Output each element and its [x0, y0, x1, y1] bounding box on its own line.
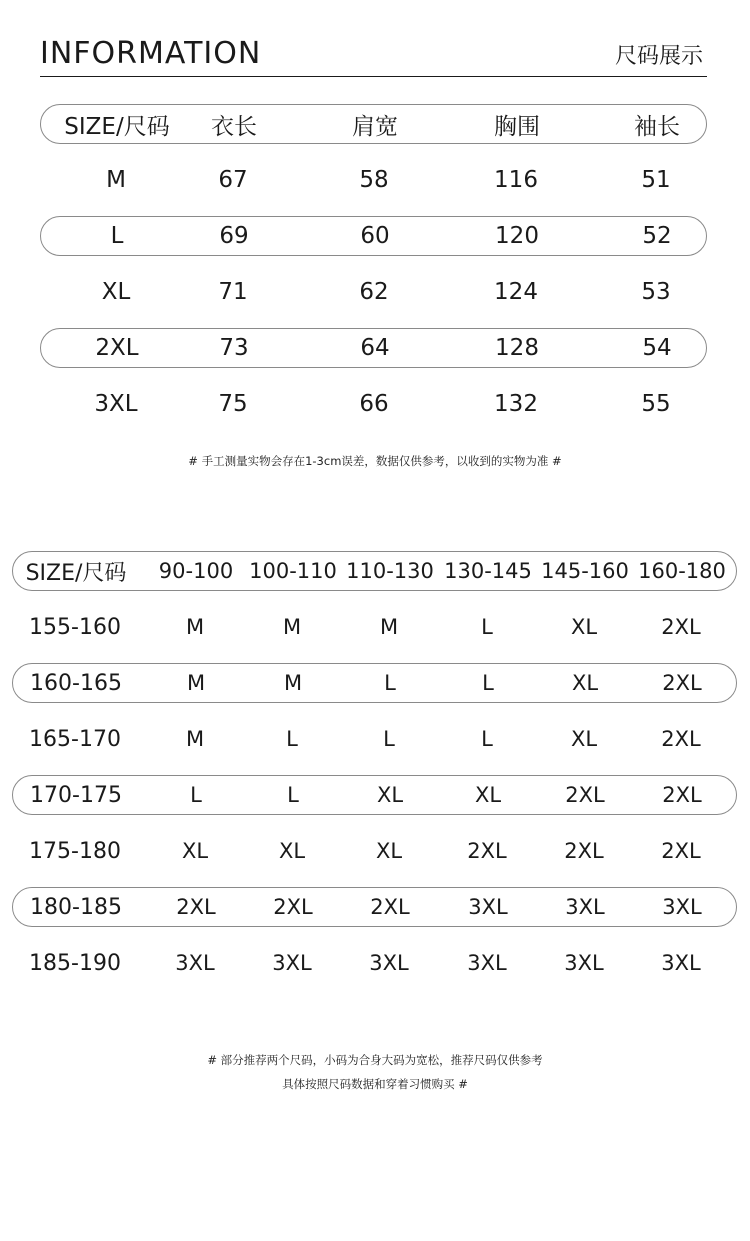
recommend-cell: 2XL: [565, 783, 605, 807]
recommend-header-cell: SIZE/尺码: [25, 560, 127, 586]
recommend-cell: 2XL: [661, 727, 701, 751]
recommend-cell: L: [481, 615, 493, 639]
measure-cell: 53: [641, 279, 671, 305]
measure-row: [40, 328, 707, 368]
measure-row: [40, 272, 707, 312]
recommend-header-cell: 90-100: [158, 559, 234, 583]
recommend-cell: M: [379, 615, 399, 639]
page-title: INFORMATION: [40, 36, 262, 71]
recommend-cell: L: [286, 727, 298, 751]
measure-cell: 2XL: [95, 335, 139, 361]
measure-cell: 120: [495, 223, 539, 249]
recommend-cell: 3XL: [272, 951, 312, 975]
recommend-cell: 3XL: [468, 895, 508, 919]
recommend-cell: 2XL: [273, 895, 313, 919]
measure-cell: 73: [219, 335, 249, 361]
recommend-cell: 3XL: [564, 951, 604, 975]
recommend-cell: 155-160: [29, 614, 121, 640]
recommend-cell: 3XL: [662, 895, 702, 919]
recommend-header-cell: 100-110: [249, 559, 337, 583]
measure-cell: 71: [218, 279, 248, 305]
measure-cell: 67: [218, 167, 248, 193]
measure-cell: 60: [360, 223, 390, 249]
measure-cell: 64: [360, 335, 390, 361]
recommend-cell: M: [186, 671, 206, 695]
measure-cell: 69: [219, 223, 249, 249]
recommend-cell: 175-180: [29, 838, 121, 864]
measure-cell: XL: [101, 279, 131, 305]
recommendation-note-line1: # 部分推荐两个尺码，小码为合身大码为宽松，推荐尺码仅供参考: [207, 1053, 543, 1067]
measure-header-cell: 衣长: [211, 113, 257, 140]
recommend-cell: XL: [474, 783, 502, 807]
header: [40, 36, 707, 77]
recommend-cell: M: [185, 615, 205, 639]
recommend-cell: L: [287, 783, 299, 807]
recommend-header-cell: 160-180: [638, 559, 726, 583]
recommend-cell: 2XL: [661, 839, 701, 863]
recommend-header-cell: 130-145: [444, 559, 532, 583]
recommend-row: [12, 607, 737, 647]
recommend-cell: M: [283, 671, 303, 695]
measure-cell: 62: [359, 279, 389, 305]
measure-cell: 124: [494, 279, 538, 305]
recommend-cell: 3XL: [369, 951, 409, 975]
recommend-cell: M: [282, 615, 302, 639]
measure-cell: 66: [359, 391, 389, 417]
recommendation-note-line2: 具体按照尺码数据和穿着习惯购买 #: [282, 1077, 468, 1091]
recommend-cell: 3XL: [661, 951, 701, 975]
measure-row: [40, 384, 707, 424]
recommend-cell: XL: [570, 615, 598, 639]
recommend-cell: L: [384, 671, 396, 695]
measure-cell: 52: [642, 223, 672, 249]
recommend-cell: XL: [181, 839, 209, 863]
measure-cell: 58: [359, 167, 389, 193]
recommend-row: [12, 831, 737, 871]
measure-header-cell: 胸围: [494, 113, 540, 140]
recommend-cell: 2XL: [370, 895, 410, 919]
measure-cell: 51: [641, 167, 671, 193]
recommend-header-row: [12, 551, 737, 591]
recommend-cell: 180-185: [30, 894, 122, 920]
measure-cell: 116: [494, 167, 538, 193]
recommend-cell: XL: [570, 727, 598, 751]
recommend-cell: XL: [571, 671, 599, 695]
measure-cell: 54: [642, 335, 672, 361]
recommend-header-cell: 110-130: [346, 559, 434, 583]
measure-row: [40, 160, 707, 200]
recommend-cell: 170-175: [30, 782, 122, 808]
recommend-cell: XL: [376, 783, 404, 807]
recommend-row: [12, 663, 737, 703]
recommend-cell: 2XL: [662, 671, 702, 695]
recommend-cell: 2XL: [564, 839, 604, 863]
recommend-cell: 2XL: [176, 895, 216, 919]
page-subtitle: 尺码展示: [614, 44, 703, 69]
measure-cell: 3XL: [94, 391, 138, 417]
measure-cell: 75: [218, 391, 248, 417]
recommend-cell: M: [185, 727, 205, 751]
recommend-cell: 2XL: [467, 839, 507, 863]
recommend-cell: 2XL: [661, 615, 701, 639]
recommend-header-cell: 145-160: [541, 559, 629, 583]
measure-cell: L: [110, 223, 124, 249]
recommend-row: [12, 887, 737, 927]
recommend-cell: L: [383, 727, 395, 751]
measure-header-cell: 袖长: [634, 113, 680, 140]
measure-header-cell: 肩宽: [352, 113, 398, 140]
recommend-cell: XL: [278, 839, 306, 863]
recommend-row: [12, 719, 737, 759]
measurement-note: # 手工测量实物会存在1-3cm误差，数据仅供参考，以收到的实物为准 #: [188, 454, 562, 468]
recommend-cell: 160-165: [30, 670, 122, 696]
recommend-cell: 2XL: [662, 783, 702, 807]
recommend-cell: 3XL: [467, 951, 507, 975]
recommend-cell: L: [482, 671, 494, 695]
recommend-cell: 3XL: [565, 895, 605, 919]
measure-cell: 132: [494, 391, 538, 417]
measure-row: [40, 216, 707, 256]
recommend-cell: 185-190: [29, 950, 121, 976]
measure-cell: M: [106, 167, 126, 193]
recommend-cell: 165-170: [29, 726, 121, 752]
measure-header-cell: SIZE/尺码: [64, 113, 170, 140]
recommend-cell: L: [481, 727, 493, 751]
measure-cell: 128: [495, 335, 539, 361]
recommend-row: [12, 943, 737, 983]
recommend-cell: L: [190, 783, 202, 807]
measure-cell: 55: [641, 391, 671, 417]
measure-header-row: [40, 104, 707, 144]
recommend-cell: 3XL: [175, 951, 215, 975]
recommend-row: [12, 775, 737, 815]
recommend-cell: XL: [375, 839, 403, 863]
